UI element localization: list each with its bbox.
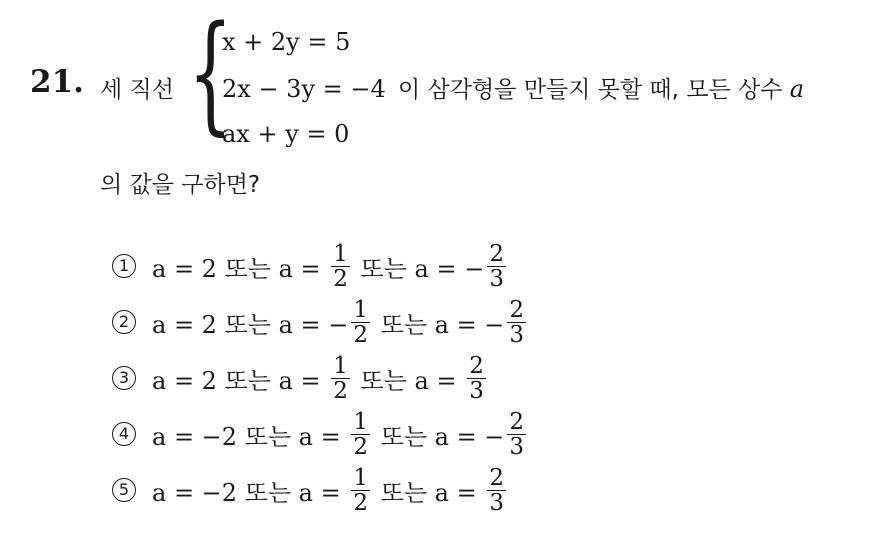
fraction-numerator: 2: [489, 464, 504, 491]
choice-marker: 4: [112, 422, 136, 446]
choice-text: a = −2 또는 a =: [152, 422, 349, 451]
choice-text: 또는 a =: [352, 366, 465, 395]
fraction-denominator: 3: [509, 321, 525, 348]
choice-3[interactable]: [112, 350, 529, 406]
question-line-2: 의 값을 구하면?: [100, 172, 261, 198]
system-brace: {: [188, 0, 233, 148]
fraction-denominator: 2: [333, 265, 348, 292]
fraction-denominator: 2: [353, 321, 368, 348]
fraction: [331, 354, 350, 403]
choice-marker: 2: [112, 310, 136, 334]
fraction: [507, 410, 526, 459]
fraction-numerator: 1: [353, 464, 368, 491]
choice-4[interactable]: [112, 406, 529, 462]
choice-text: a = 2 또는 a = −: [152, 310, 349, 339]
fraction: [467, 354, 486, 403]
choices-list: [112, 238, 529, 518]
choice-text: 또는 a = −: [352, 254, 485, 283]
fraction: [331, 242, 350, 291]
fraction-denominator: 2: [333, 377, 348, 404]
fraction: [487, 466, 506, 515]
equation-1: x + 2y = 5: [222, 28, 351, 56]
fraction-numerator: 1: [353, 408, 368, 435]
fraction-numerator: 2: [509, 408, 525, 435]
fraction-denominator: 3: [509, 433, 525, 460]
fraction-denominator: 2: [353, 489, 368, 516]
question-prefix: 세 직선: [100, 77, 174, 103]
choice-5[interactable]: [112, 462, 529, 518]
equation-2: 2x − 3y = −4: [222, 75, 386, 103]
choice-text: 또는 a = −: [373, 422, 505, 451]
choice-text: 또는 a =: [373, 478, 485, 507]
choice-marker: 3: [112, 366, 136, 390]
fraction-denominator: 3: [469, 377, 484, 404]
fraction-denominator: 3: [489, 265, 504, 292]
choice-marker: 1: [112, 254, 136, 278]
choice-1[interactable]: [112, 238, 529, 294]
choice-text: a = 2 또는 a =: [152, 366, 329, 395]
fraction-numerator: 1: [353, 296, 368, 323]
fraction-numerator: 2: [509, 296, 525, 323]
choice-marker: 5: [112, 478, 136, 502]
fraction-denominator: 3: [489, 489, 504, 516]
question-suffix-text: 이 삼각형을 만들지 못할 때, 모든 상수: [398, 77, 783, 103]
question-number: 21.: [30, 64, 84, 100]
fraction-denominator: 2: [353, 433, 368, 460]
choice-text: a = −2 또는 a =: [152, 478, 349, 507]
choice-text: a = 2 또는 a =: [152, 254, 329, 283]
choice-text: 또는 a = −: [373, 310, 505, 339]
fraction: [351, 410, 370, 459]
fraction: [487, 242, 506, 291]
choice-2[interactable]: [112, 294, 529, 350]
fraction-numerator: 1: [333, 352, 348, 379]
fraction: [507, 298, 526, 347]
question-suffix: [398, 71, 804, 104]
fraction: [351, 466, 370, 515]
question-suffix-var: a: [789, 75, 805, 103]
fraction-numerator: 2: [469, 352, 484, 379]
fraction-numerator: 1: [333, 240, 348, 267]
equation-3: ax + y = 0: [222, 120, 350, 148]
fraction-numerator: 2: [489, 240, 504, 267]
fraction: [351, 298, 370, 347]
